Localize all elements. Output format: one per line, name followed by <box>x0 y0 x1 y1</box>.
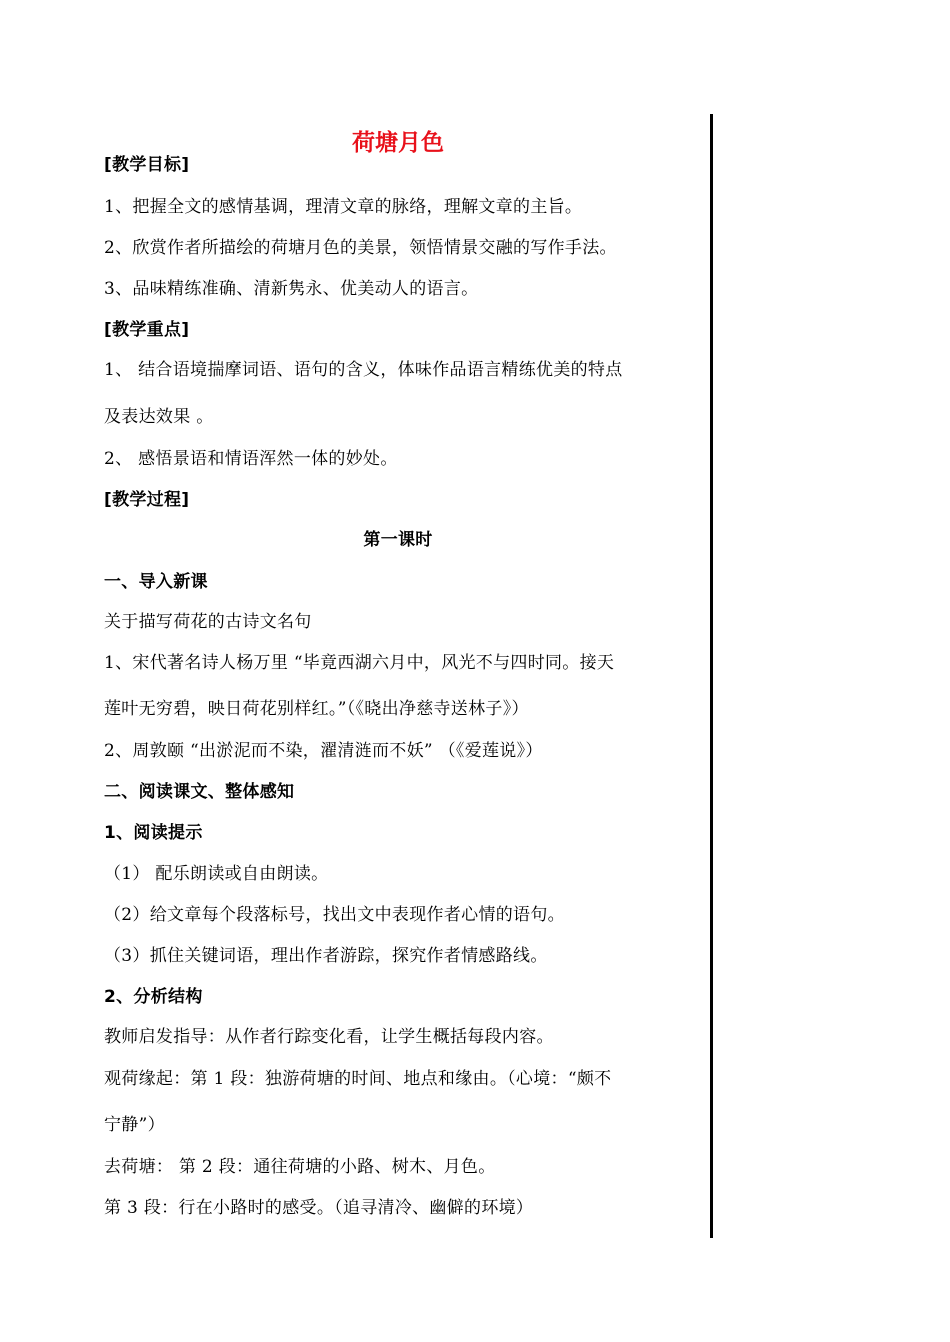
reading-line: （3）抓住关键词语，理出作者游踪，探究作者情感路线。 <box>104 946 548 966</box>
process-heading: [教学过程] <box>104 490 190 510</box>
goal-line: 1、把握全文的感情基调，理清文章的脉络，理解文章的主旨。 <box>104 197 583 217</box>
structure-line: 宁静”） <box>104 1115 165 1135</box>
goal-line: 2、欣赏作者所描绘的荷塘月色的美景，领悟情景交融的写作手法。 <box>104 238 617 258</box>
part1-line: 1、宋代著名诗人杨万里 “毕竟西湖六月中，风光不与四时同。接天 <box>104 653 615 673</box>
structure-line: 第 3 段：行在小路时的感受。（追寻清冷、幽僻的环境） <box>104 1198 534 1218</box>
structure-line: 去荷塘： 第 2 段：通往荷塘的小路、树木、月色。 <box>104 1157 496 1177</box>
goal-line: 3、品味精练准确、清新隽永、优美动人的语言。 <box>104 279 479 299</box>
structure-line: 教师启发指导：从作者行踪变化看，让学生概括每段内容。 <box>104 1027 554 1047</box>
part1-line: 关于描写荷花的古诗文名句 <box>104 612 312 632</box>
focus-line: 及表达效果 。 <box>104 407 214 427</box>
structure-line: 观荷缘起：第 1 段：独游荷塘的时间、地点和缘由。（心境：“颇不 <box>104 1069 612 1089</box>
goals-heading: [教学目标] <box>104 155 190 175</box>
lesson-title: 第一课时 <box>363 530 433 550</box>
focus-line: 1、 结合语境揣摩词语、语句的含义，体味作品语言精练优美的特点 <box>104 360 623 380</box>
reading-heading: 1、阅读提示 <box>104 823 203 843</box>
part1-line: 2、周敦颐 “出淤泥而不染，濯清涟而不妖” （《爱莲说》） <box>104 741 543 761</box>
focus-heading: [教学重点] <box>104 320 190 340</box>
focus-line: 2、 感悟景语和情语浑然一体的妙处。 <box>104 449 398 469</box>
reading-line: （1） 配乐朗读或自由朗读。 <box>104 864 329 884</box>
page-title: 荷塘月色 <box>352 130 444 156</box>
part1-line: 莲叶无穷碧，映日荷花别样红。”（《晓出净慈寺送林子》） <box>104 699 529 719</box>
structure-heading: 2、分析结构 <box>104 987 203 1007</box>
reading-line: （2）给文章每个段落标号，找出文中表现作者心情的语句。 <box>104 905 565 925</box>
margin-rule <box>710 114 713 1238</box>
part2-heading: 二、阅读课文、整体感知 <box>104 782 295 802</box>
part1-heading: 一、导入新课 <box>104 572 208 592</box>
